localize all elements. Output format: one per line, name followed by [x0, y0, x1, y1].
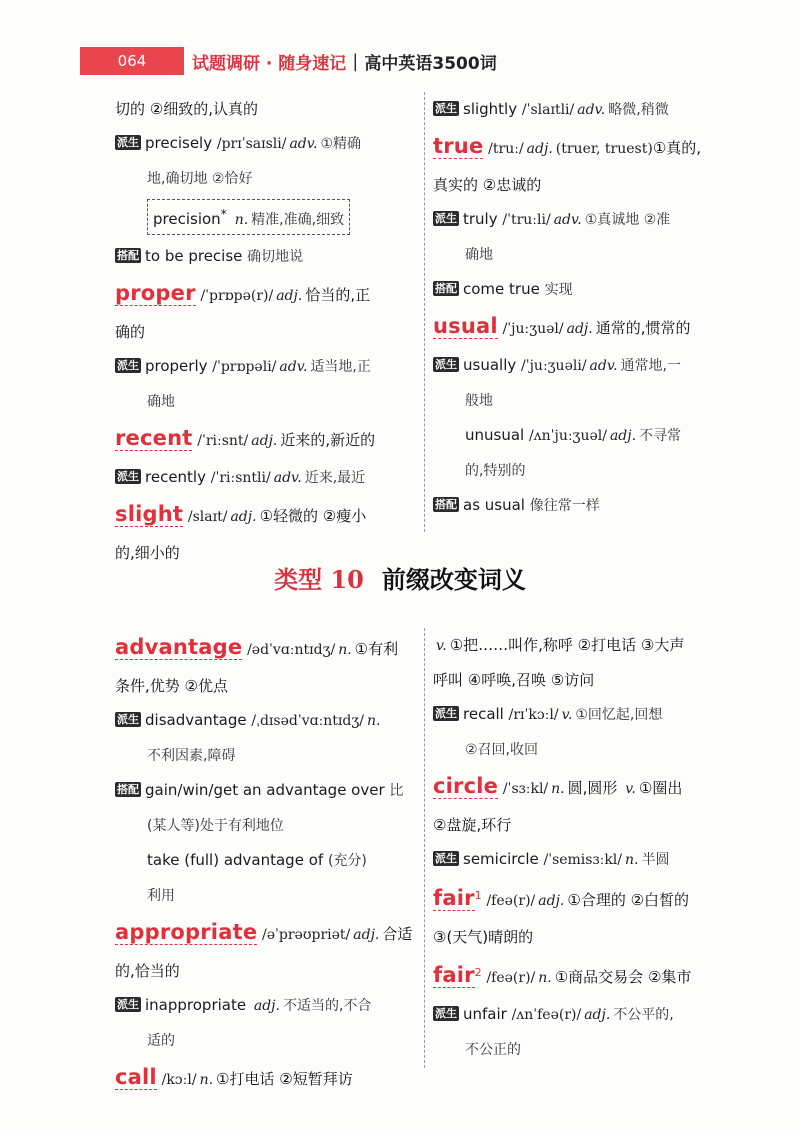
derivative-tag: 派生 — [117, 998, 139, 1011]
headword: usual — [433, 314, 498, 338]
phrase-to-be-precise: 搭配 to be precise 确切地说 — [117, 247, 304, 265]
top-left-column: 切的 ②细致的,认真的 派生 precisely /prɪˈsaɪsli/ adv. ①精确 地,确切地 ②恰好 precision* n. 精准,准确,细致 搭配 to be precise 确切地说 proper /ˈprɒpə(r)/ adj. 恰当的,正 确的 派生 properly /ˈprɒpəli/ adv. 适当地,正 确地 recent /ˈriːsnt/ adj. 近来的,新近的 派生 recently /ˈriːsntli/ adv. 近来,最近 slight /slaɪt/ adj. ①轻微的 ②瘦小 的,细小的 — [115, 92, 415, 570]
headword: proper — [115, 281, 196, 305]
derivative-tag: 派生 — [117, 713, 139, 726]
entry-precision — [115, 196, 415, 235]
collocation-tag: 搭配 — [435, 282, 457, 295]
column-divider — [424, 92, 425, 532]
derivative-tag: 派生 — [435, 212, 457, 225]
entry-precisely: 派生 precisely /prɪˈsaɪsli/ adv. ①精确 — [117, 134, 362, 152]
entry-recently: 派生 recently /ˈriːsntli/ adv. 近来,最近 — [117, 468, 366, 486]
header-separator: | — [352, 50, 359, 72]
entry-disadvantage: 派生 disadvantage /ˌdɪsədˈvɑːntɪdʒ/ n. — [117, 711, 381, 729]
entry-unfair: 派生 unfair /ʌnˈfeə(r)/ adj. 不公平的, — [435, 1005, 674, 1023]
entry-properly: 派生 properly /ˈprɒpəli/ adv. 适当地,正 — [117, 357, 371, 375]
derivative-tag: 派生 — [435, 852, 457, 865]
phrase-take-advantage: take (full) advantage of (充分) — [147, 851, 367, 869]
headword: true — [433, 134, 484, 158]
entry-true: true /truː/ adj. (truer, truest)①真的, — [433, 134, 702, 158]
entry-usually: 派生 usually /ˈjuːʒuəli/ adv. 通常地,一 — [435, 356, 681, 374]
derivative-tag: 派生 — [117, 359, 139, 372]
page-header — [80, 46, 497, 76]
derivative-tag: 派生 — [435, 1007, 457, 1020]
entry-slightly: 派生 slightly /ˈslaɪtli/ adv. 略微,稍微 — [435, 100, 669, 118]
phrase-come-true: 搭配 come true 实现 — [435, 280, 573, 298]
entry-recent: recent /ˈriːsnt/ adj. 近来的,新近的 — [115, 426, 376, 450]
derivative-tag: 派生 — [435, 102, 457, 115]
continued-line: 切的 ②细致的,认真的 — [115, 100, 258, 118]
entry-inappropriate: 派生 inappropriate adj. 不适当的,不合 — [117, 996, 372, 1014]
derivative-tag: 派生 — [117, 136, 139, 149]
entry-appropriate: appropriate /əˈprəʊpriət/ adj. 合适 — [115, 920, 413, 944]
headword: advantage — [115, 635, 243, 659]
headword: recent — [115, 426, 193, 450]
top-right-column: 派生 slightly /ˈslaɪtli/ adv. 略微,稍微 true /truː/ adj. (truer, truest)①真的, 真实的 ②忠诚的 派生 truly /ˈtruːli/ adv. ①真诚地 ②准 确地 搭配 come true 实现 usual /ˈjuːʒuəl/ adj. 通常的,惯常的 派生 usually /ˈjuːʒuəli/ adv. 通常地,一 般地 unusual /ʌnˈjuːʒuəl/ adj. 不寻常 的,特别的 搭配 as usual 像往常一样 — [433, 92, 745, 523]
section-type-label: 类型 10 — [274, 565, 364, 594]
headword: fair — [433, 963, 475, 987]
entry-proper: proper /ˈprɒpə(r)/ adj. 恰当的,正 — [115, 281, 371, 305]
headword: fair — [433, 886, 475, 910]
entry-fair-2: fair$^2$ /feə(r)/ n. ①商品交易会 ②集市 — [433, 963, 692, 987]
headword: circle — [433, 774, 499, 798]
collocation-tag: 搭配 — [117, 783, 139, 796]
entry-call: call /kɔːl/ n. ①打电话 ②短暂拜访 — [115, 1065, 353, 1089]
derivative-tag: 派生 — [435, 358, 457, 371]
headword: call — [115, 1065, 157, 1089]
phrase-as-usual: 搭配 as usual 像往常一样 — [435, 496, 600, 514]
entry-call-verb: v. ①把……叫作,称呼 ②打电话 ③大声 — [436, 636, 685, 654]
bottom-right-column: v. ①把……叫作,称呼 ②打电话 ③大声 呼叫 ④呼唤,召唤 ⑤访问 派生 recall /rɪˈkɔːl/ v. ①回忆起,回想 ②召回,收回 circle /ˈsɜːkl/ n. 圆,圆形 v. ①圈出 ②盘旋,环行 派生 semicircle /ˈsemisɜːkl/ n. 半圆 fair$^1$ /feə(r)/ adj. ①合理的 ②白皙的 ③(天气)晴朗的 fair$^2$ /feə(r)/ n. ①商品交易会 ②集市 派生 unfair /ʌnˈfeə(r)/ adj. 不公平的, 不公正的 — [433, 628, 745, 1067]
bottom-left-column: advantage /ədˈvɑːntɪdʒ/ n. ①有利 条件,优势 ②优点 派生 disadvantage /ˌdɪsədˈvɑːntɪdʒ/ n. 不利因素,障碍 搭配 gain/win/get an advantage over 比 (某人等)处于有利地位 take (full) advantage of (充分) 利用 appropriate /əˈprəʊpriət/ adj. 合适 的,恰当的 派生 inappropriate adj. 不适当的,不合 适的 call /kɔːl/ n. ①打电话 ②短暂拜访 — [115, 628, 415, 1099]
entry-advantage: advantage /ədˈvɑːntɪdʒ/ n. ①有利 — [115, 635, 399, 659]
page-number: 064 — [80, 47, 184, 75]
entry-usual: usual /ˈjuːʒuəl/ adj. 通常的,惯常的 — [433, 314, 691, 338]
headword: slight — [115, 502, 184, 526]
entry-truly: 派生 truly /ˈtruːli/ adv. ①真诚地 ②准 — [435, 210, 671, 228]
headword: appropriate — [115, 920, 258, 944]
entry-slight: slight /slaɪt/ adj. ①轻微的 ②瘦小 — [115, 502, 367, 526]
series-title: 试题调研 · 随身速记 — [192, 53, 347, 74]
entry-recall: 派生 recall /rɪˈkɔːl/ v. ①回忆起,回想 — [435, 705, 663, 723]
entry-semicircle: 派生 semicircle /ˈsemisɜːkl/ n. 半圆 — [435, 850, 670, 868]
phrase-gain-advantage: 搭配 gain/win/get an advantage over 比 — [117, 781, 404, 799]
collocation-tag: 搭配 — [435, 498, 457, 511]
column-divider — [424, 628, 425, 1068]
section-heading — [0, 560, 800, 595]
section-title: 前缀改变词义 — [381, 565, 526, 594]
derivative-tag: 派生 — [117, 470, 139, 483]
collocation-tag: 搭配 — [117, 249, 139, 262]
entry-fair-1: fair$^1$ /feə(r)/ adj. ①合理的 ②白皙的 — [433, 886, 690, 910]
entry-unusual: unusual /ʌnˈjuːʒuəl/ adj. 不寻常 — [465, 426, 682, 444]
entry-circle: circle /ˈsɜːkl/ n. 圆,圆形 v. ①圈出 — [433, 774, 683, 798]
derivative-tag: 派生 — [435, 707, 457, 720]
book-title: 高中英语3500词 — [364, 53, 497, 74]
precision-box: precision* n. 精准,准确,细致 — [147, 199, 350, 235]
